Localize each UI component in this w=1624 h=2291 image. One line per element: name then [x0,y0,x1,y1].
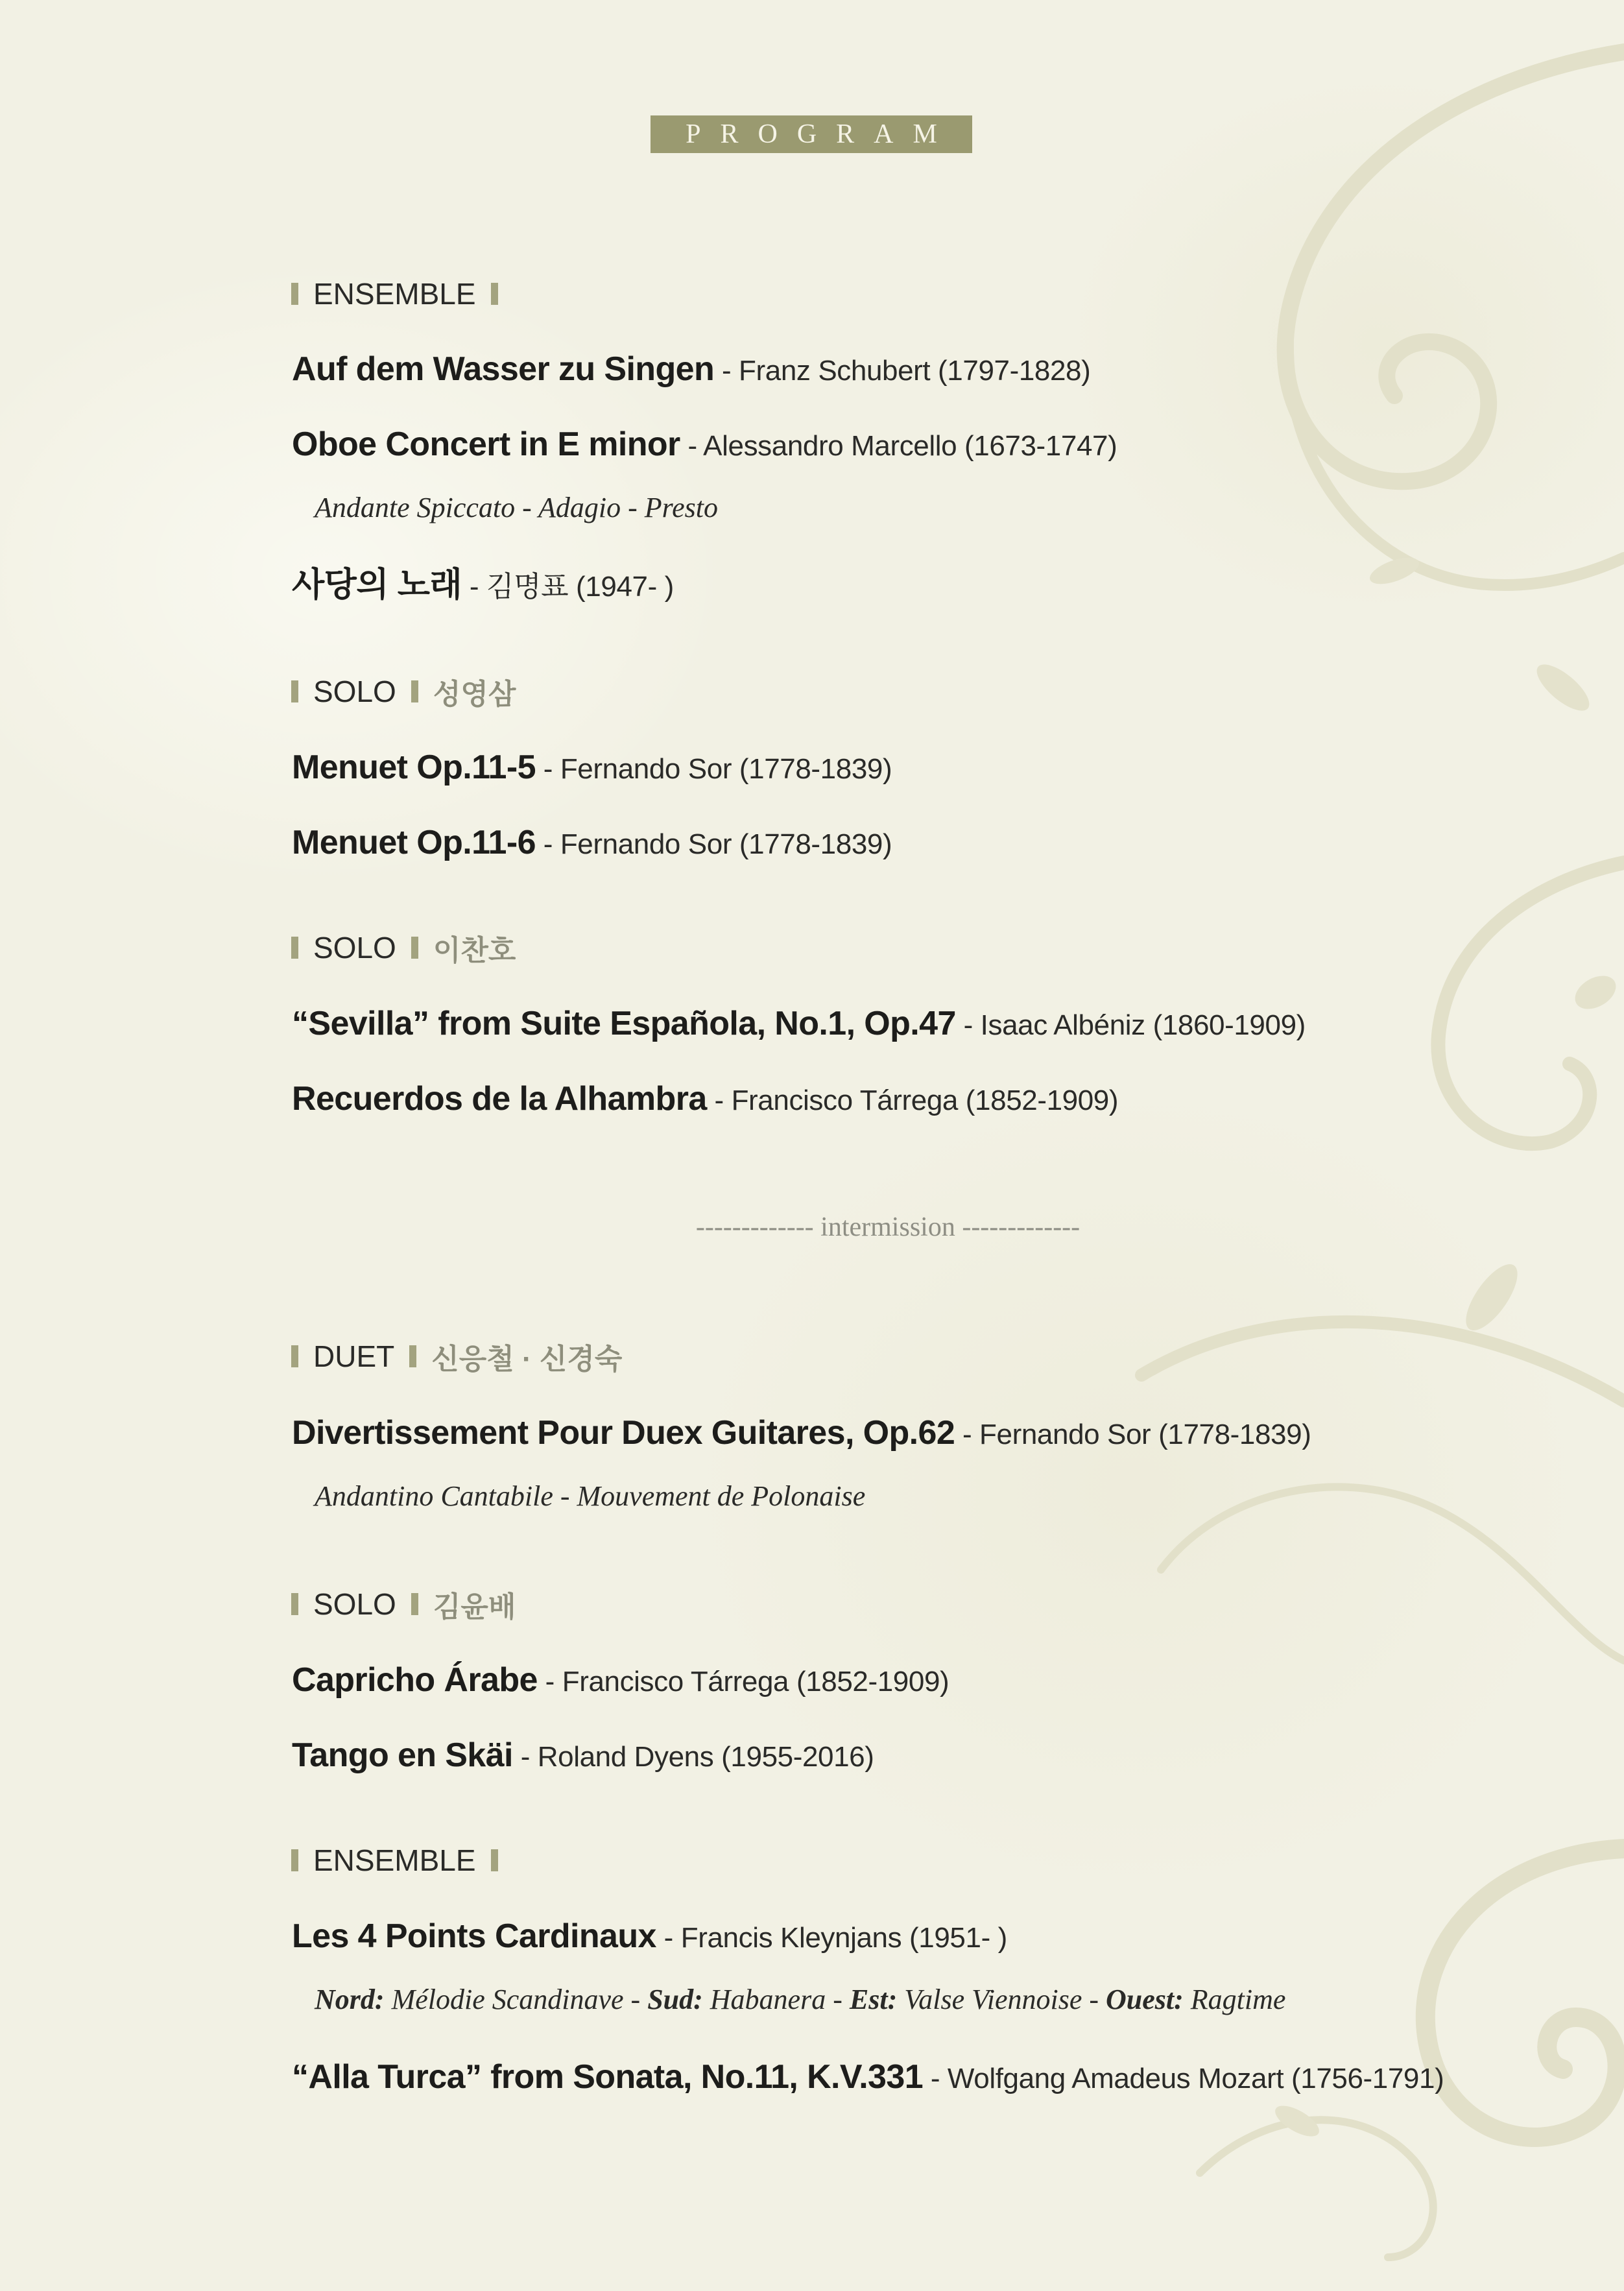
piece-title: 사당의 노래 [292,566,462,604]
section-bar-marker [291,937,298,959]
section-label-duet [291,1337,622,1376]
piece-title: Recuerdos de la Alhambra [292,1080,707,1118]
piece-title: Menuet Op.11-5 [292,749,536,786]
section-type: SOLO [313,931,396,965]
piece-composer: - Wolfgang Amadeus Mozart (1756-1791) [923,2063,1444,2094]
section-type: SOLO [313,1587,396,1621]
program-title-badge: PROGRAM [651,115,972,153]
section-bar-marker [291,1849,298,1871]
section-label-solo [291,672,516,711]
piece-title: Menuet Op.11-6 [292,824,536,861]
section-bar-marker [291,1593,298,1615]
program-piece [292,2054,1444,2102]
program-piece [292,1913,1007,1961]
section-type: SOLO [313,675,396,708]
piece-composer: - Fernando Sor (1778-1839) [955,1419,1311,1450]
piece-composer: - Roland Dyens (1955-2016) [512,1741,874,1773]
program-piece [292,562,674,610]
program-piece [292,1733,874,1780]
piece-movements: Andantino Cantabile - Mouvement de Polonaise [315,1480,866,1512]
program-piece [292,346,1090,394]
piece-composer: - Franz Schubert (1797-1828) [714,355,1091,387]
piece-title: Auf dem Wasser zu Singen [292,350,715,388]
piece-movements: Andante Spiccato - Adagio - Presto [315,492,718,523]
section-bar-marker [291,680,298,702]
piece-title: Capricho Árabe [292,1661,538,1699]
piece-title: “Sevilla” from Suite Española, No.1, Op.47 [292,1005,956,1042]
section-type: ENSEMBLE [313,277,476,311]
performer-name: 이찬호 [433,935,516,966]
section-bar-marker [491,283,498,305]
movement-text: Mélodie Scandinave - [384,1984,648,2015]
piece-title: Tango en Skäi [292,1736,513,1774]
section-bar-marker [491,1849,498,1871]
section-bar-marker [411,1593,418,1615]
piece-composer: - Francis Kleynjans (1951- ) [656,1922,1007,1954]
program-piece [292,820,892,867]
movement-text: Ragtime [1183,1984,1286,2015]
piece-composer: - Francisco Tárrega (1852-1909) [537,1666,949,1697]
program-piece [292,1001,1306,1048]
piece-title: Divertissement Pour Duex Guitares, Op.62 [292,1414,955,1452]
section-bar-marker [411,680,418,702]
piece-composer: - 김명표 (1947- ) [462,571,674,603]
piece-title: Les 4 Points Cardinaux [292,1917,656,1955]
piece-title: Oboe Concert in E minor [292,426,680,463]
section-bar-marker [409,1345,416,1367]
program-piece [292,422,1117,469]
movement-label: Nord: [315,1984,385,2015]
section-bar-marker [411,937,418,959]
movement-text: Valse Viennoise - [897,1984,1106,2015]
piece-composer: - Alessandro Marcello (1673-1747) [680,430,1117,462]
program-piece [292,1076,1118,1123]
program-piece [292,1410,1311,1457]
performer-name: 김윤배 [433,1591,516,1623]
performer-name: 신응철 · 신경숙 [431,1343,623,1375]
movement-text: Habanera - [702,1984,850,2015]
program-piece [292,745,892,792]
section-type: DUET [313,1339,395,1373]
section-type: ENSEMBLE [313,1843,476,1877]
intermission-divider: ------------- intermission ------------- [695,1212,1081,1242]
section-bar-marker [291,1345,298,1367]
piece-composer: - Fernando Sor (1778-1839) [535,753,892,785]
movement-label: Ouest: [1106,1984,1184,2015]
performer-name: 성영삼 [433,678,516,710]
piece-title: “Alla Turca” from Sonata, No.11, K.V.331 [292,2058,924,2096]
section-label-solo [291,1585,516,1624]
piece-composer: - Francisco Tárrega (1852-1909) [706,1085,1119,1116]
piece-movements [315,1980,1285,2019]
program-piece [292,1657,949,1705]
piece-composer: - Fernando Sor (1778-1839) [535,828,892,860]
section-bar-marker [291,283,298,305]
section-label-solo [291,928,516,967]
movement-label: Est: [849,1984,898,2015]
movement-label: Sud: [647,1984,703,2015]
section-label-ensemble [291,1841,498,1880]
piece-composer: - Isaac Albéniz (1860-1909) [955,1009,1306,1041]
section-label-ensemble [291,274,498,313]
